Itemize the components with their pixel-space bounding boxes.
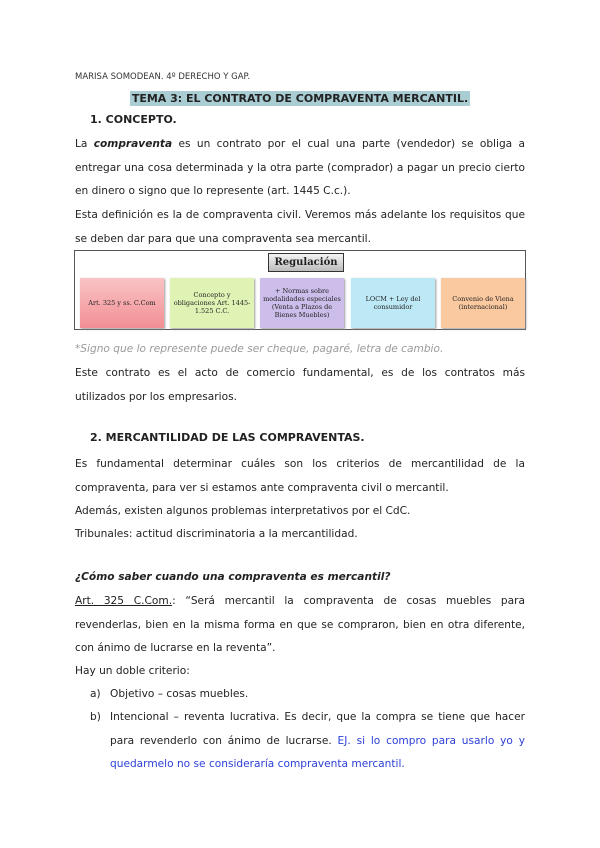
paragraph-problemas: Además, existen algunos problemas interpretativos por el CdC. (75, 505, 411, 517)
paragraph-definition: La compraventa es un contrato por el cual una parte (vendedor) se obliga a entregar una cosa determinada y la otra parte (comprador) a pagar un precio cierto en dinero o signo que lo represente (art. 1445 C.c.). (75, 138, 525, 197)
paragraph-tribunales: Tribunales: actitud discriminatoria a la mercantilidad. (75, 528, 358, 540)
page-header: MARISA SOMODEAN. 4º DERECHO Y GAP. (75, 72, 251, 82)
list-item: Objetivo – cosas muebles. (110, 688, 249, 700)
diagram-box: Concepto y obligaciones Art. 1445-1.525 C.C. (170, 278, 254, 328)
paragraph-art325: Art. 325 C.Com.: “Será mercantil la compraventa de cosas muebles para revenderlas, bien en la misma forma en que se compraron, bien en otra diferente, con ánimo de lucrarse en la reventa”. (75, 595, 525, 654)
diagram-box: LOCM + Ley del consumidor (351, 278, 435, 328)
paragraph-civil: Esta definición es la de compraventa civil. Veremos más adelante los requisitos que se deben dar para que una compraventa sea mercantil. (75, 209, 525, 245)
diagram-box: Convenio de Viena (internacional) (441, 278, 525, 328)
page-title: TEMA 3: EL CONTRATO DE COMPRAVENTA MERCANTIL. (131, 92, 469, 105)
list-marker: b) (90, 711, 101, 723)
list-marker: a) (90, 688, 101, 700)
list-item: Intencional – reventa lucrativa. Es decir, que la compra se tiene que hacer para revenderlo con ánimo de lucrarse. EJ. si lo compro para usarlo yo y quedarmelo no se consideraría compraventa mercantil. (110, 711, 525, 770)
diagram-box: Art. 325 y ss. C.Com (80, 278, 164, 328)
diagram-title: Regulación (268, 253, 344, 272)
question-heading: ¿Cómo saber cuando una compraventa es mercantil? (75, 571, 391, 583)
note: *Signo que lo represente puede ser cheque, pagaré, letra de cambio. (75, 343, 444, 355)
paragraph-doble-criterio: Hay un doble criterio: (75, 665, 190, 677)
regulation-diagram (74, 250, 526, 330)
paragraph-acto: Este contrato es el acto de comercio fundamental, es de los contratos más utilizados por los empresarios. (75, 367, 525, 403)
paragraph-criterios: Es fundamental determinar cuáles son los criterios de mercantilidad de la compraventa, para ver si estamos ante compraventa civil o mercantil. (75, 458, 525, 494)
diagram-box: + Normas sobre modalidades especiales (Venta a Plazos de Bienes Muebles) (260, 278, 344, 328)
section-heading-concepto: 1. CONCEPTO. (90, 113, 177, 126)
section-heading-mercantilidad: 2. MERCANTILIDAD DE LAS COMPRAVENTAS. (90, 431, 365, 444)
example-text: EJ. si lo compro para usarlo yo y quedarmelo no se consideraría compraventa mercantil. (110, 734, 525, 770)
